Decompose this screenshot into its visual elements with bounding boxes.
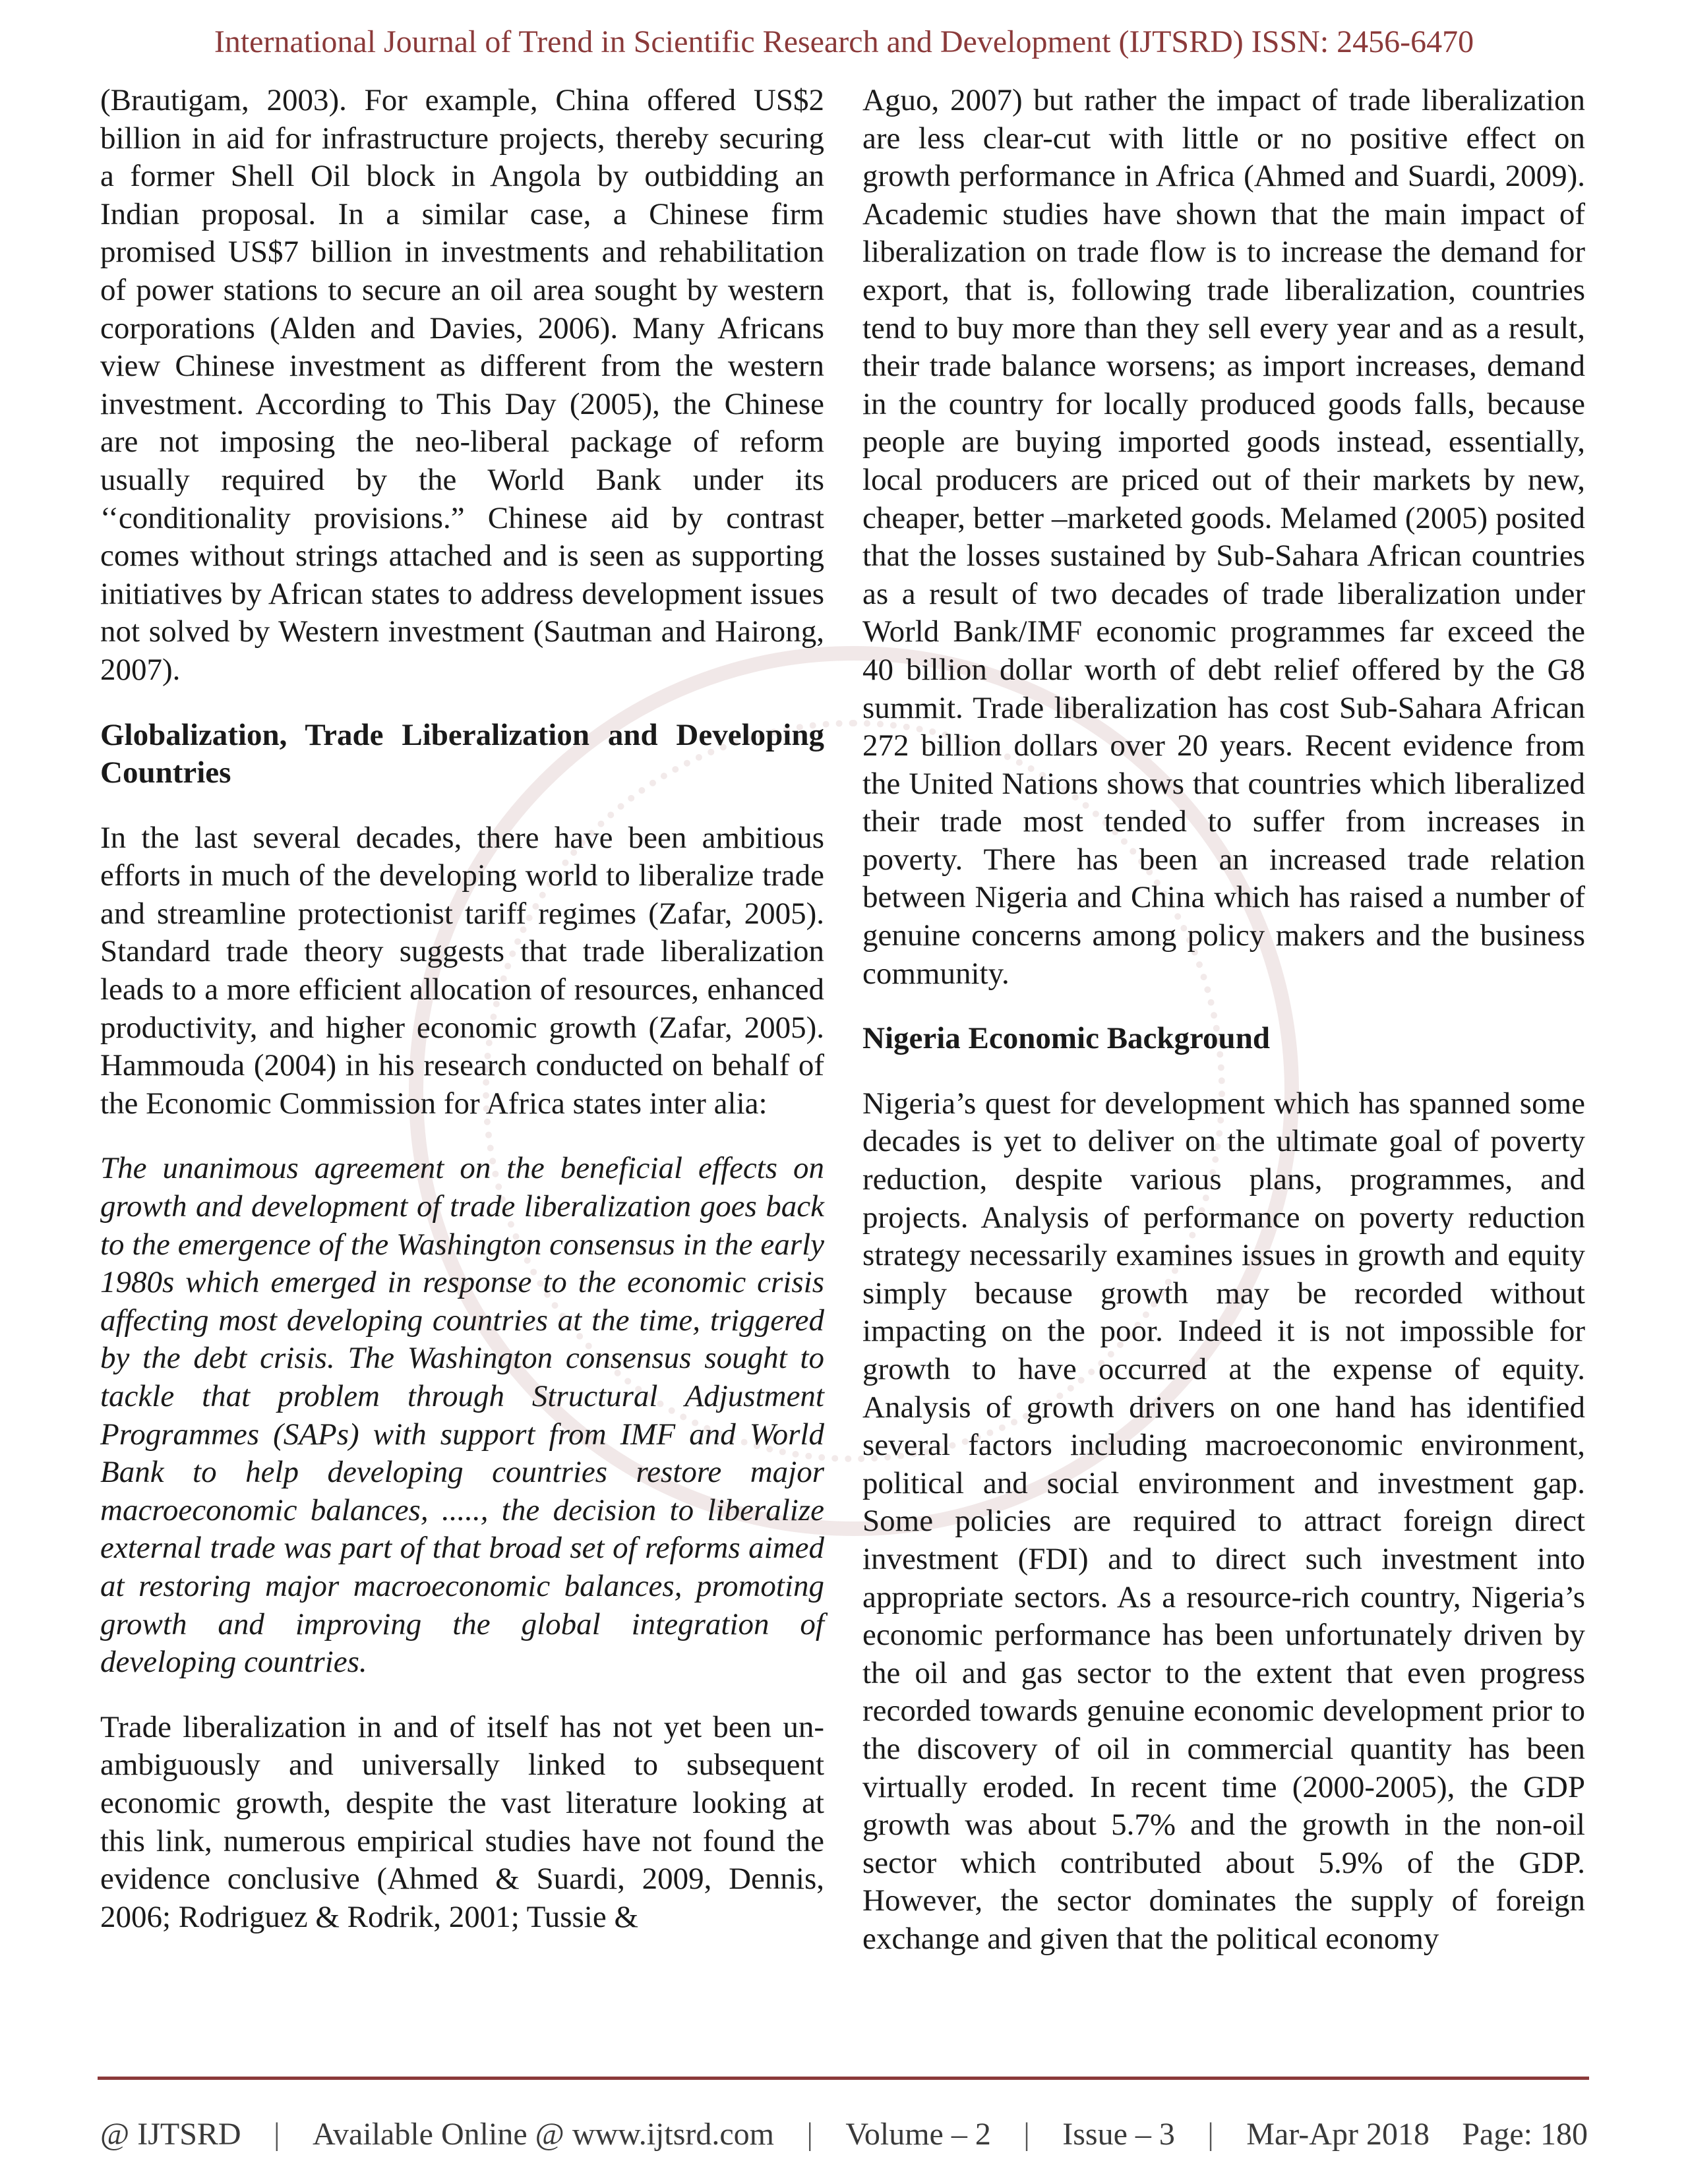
paragraph-china-aid: (Brautigam, 2003). For example, China offered US$2 billion in aid for infrastructure projects, thereby securing a former Shell Oil block in Angola by outbidding an Indian proposal. In a similar case, a Chinese firm promised US$7 billion in investments and rehabilitation of power stations to secure an oil area sought by western corporations (Alden and Davies, 2006). Many Africans view Chinese investment as different from the western investment. According to This Day (2005), the Chinese are not imposing the neo-liberal package of reform usually required by the World Bank under its ‘‘conditionality provisions.” Chinese aid by contrast comes without strings attached and is seen as supporting initiatives by African states to address development issues not solved by Western investment (Sautman and Hairong, 2007). bbox=[100, 83, 824, 687]
footer-separator: | bbox=[273, 2117, 280, 2152]
footer-date: Mar-Apr 2018 bbox=[1246, 2117, 1430, 2152]
paragraph-trade-growth-link: Trade liberalization in and of itself has not yet been un-ambiguously and universally linked to subsequent economic growth, despite the vast literature looking at this link, numerous empirical studies have not found the evidence conclusive (Ahmed & Suardi, 2009, Dennis, 2006; Rodriguez & Rodrik, 2001; Tussie & bbox=[100, 1709, 824, 1934]
footer-separator: | bbox=[1023, 2117, 1030, 2152]
left-column bbox=[100, 82, 824, 1936]
section-heading-nigeria-economy: Nigeria Economic Background bbox=[862, 1021, 1270, 1056]
right-column bbox=[862, 82, 1585, 1959]
paragraph-nigeria-development: Nigeria’s quest for development which has spanned some decades is yet to deliver on the ultimate goal of poverty reduction, despite various plans, programmes, and projects. Analysis of performance on poverty reduction strategy necessarily examines issues in growth and equity simply because growth may be recorded without impacting on the poor. Indeed it is not impossible for growth to have occurred at the expense of equity. Analysis of growth drivers on one hand has identified several factors including macroeconomic environment, political and social environment and investment gap. Some policies are required to attract foreign direct investment (FDI) and to direct such investment into appropriate sectors. As a resource-rich country, Nigeria’s economic performance has been unfortunately driven by the oil and gas sector to the extent that even progress recorded towards genuine economic development prior to the discovery of oil in commercial quantity has been virtually eroded. In recent time (2000-2005), the GDP growth was about 5.7% and the growth in the non-oil sector which contributed about 5.9% of the GDP. However, the sector dominates the supply of foreign exchange and given that the political economy bbox=[862, 1086, 1585, 1956]
paragraph-liberalization-impact: Aguo, 2007) but rather the impact of trade liberalization are less clear-cut with little or no positive effect on growth performance in Africa (Ahmed and Suardi, 2009). Academic studies have shown that the main impact of liberalization on trade flow is to increase the demand for export, that is, following trade liberalization, countries tend to buy more than they sell every year and as a result, their trade balance worsens; as import increases, demand in the country for locally produced goods falls, because people are buying imported goods instead, essentially, local producers are priced out of their markets by new, cheaper, better –marketed goods. Melamed (2005) posited that the losses sustained by Sub-Sahara African countries as a result of two decades of trade liberalization under World Bank/IMF economic programmes far exceed the 40 billion dollar worth of debt relief offered by the G8 summit. Trade liberalization has cost Sub-Sahara African 272 billion dollars over 20 years. Recent evidence from the United Nations shows that countries which liberalized their trade most tended to suffer from increases in poverty. There has been an increased trade relation between Nigeria and China which has raised a number of genuine concerns among policy makers and the business community. bbox=[862, 83, 1585, 991]
footer-issue: Issue – 3 bbox=[1062, 2117, 1175, 2152]
footer-separator: | bbox=[1207, 2117, 1214, 2152]
footer-journal: @ IJTSRD bbox=[100, 2117, 241, 2152]
section-heading-globalization: Globalization, Trade Liberalization and Developing Countries bbox=[100, 717, 824, 790]
footer-divider bbox=[98, 2077, 1589, 2080]
paragraph-trade-liberalization-efforts: In the last several decades, there have been ambitious efforts in much of the developing world to liberalize trade and streamline protectionist tariff regimes (Zafar, 2005). Standard trade theory suggests that trade liberalization leads to a more efficient allocation of resources, enhanced productivity, and higher economic growth (Zafar, 2005). Hammouda (2004) in his research conducted on behalf of the Economic Commission for Africa states inter alia: bbox=[100, 820, 824, 1121]
journal-header: International Journal of Trend in Scientific Research and Development (IJTSRD) ISSN: 2456-6470 bbox=[214, 24, 1474, 59]
footer-separator: | bbox=[806, 2117, 814, 2152]
block-quote-hammouda: The unanimous agreement on the beneficial effects on growth and development of trade liberalization goes back to the emergence of the Washington consensus in the early 1980s which emerged in response to the economic crisis affecting most developing countries at the time, triggered by the debt crisis. The Washington consensus sought to tackle that problem through Structural Adjustment Programmes (SAPs) with support from IMF and World Bank to help developing countries restore major macroeconomic balances, ....., the decision to liberalize external trade was part of that broad set of reforms aimed at restoring major macroeconomic balances, promoting growth and improving the global integration of developing countries. bbox=[100, 1151, 824, 1680]
page-footer bbox=[100, 2116, 1588, 2152]
footer-availability-link[interactable]: Available Online @ www.ijtsrd.com bbox=[312, 2117, 775, 2152]
footer-page-number: Page: 180 bbox=[1462, 2117, 1588, 2152]
footer-volume: Volume – 2 bbox=[845, 2117, 991, 2152]
